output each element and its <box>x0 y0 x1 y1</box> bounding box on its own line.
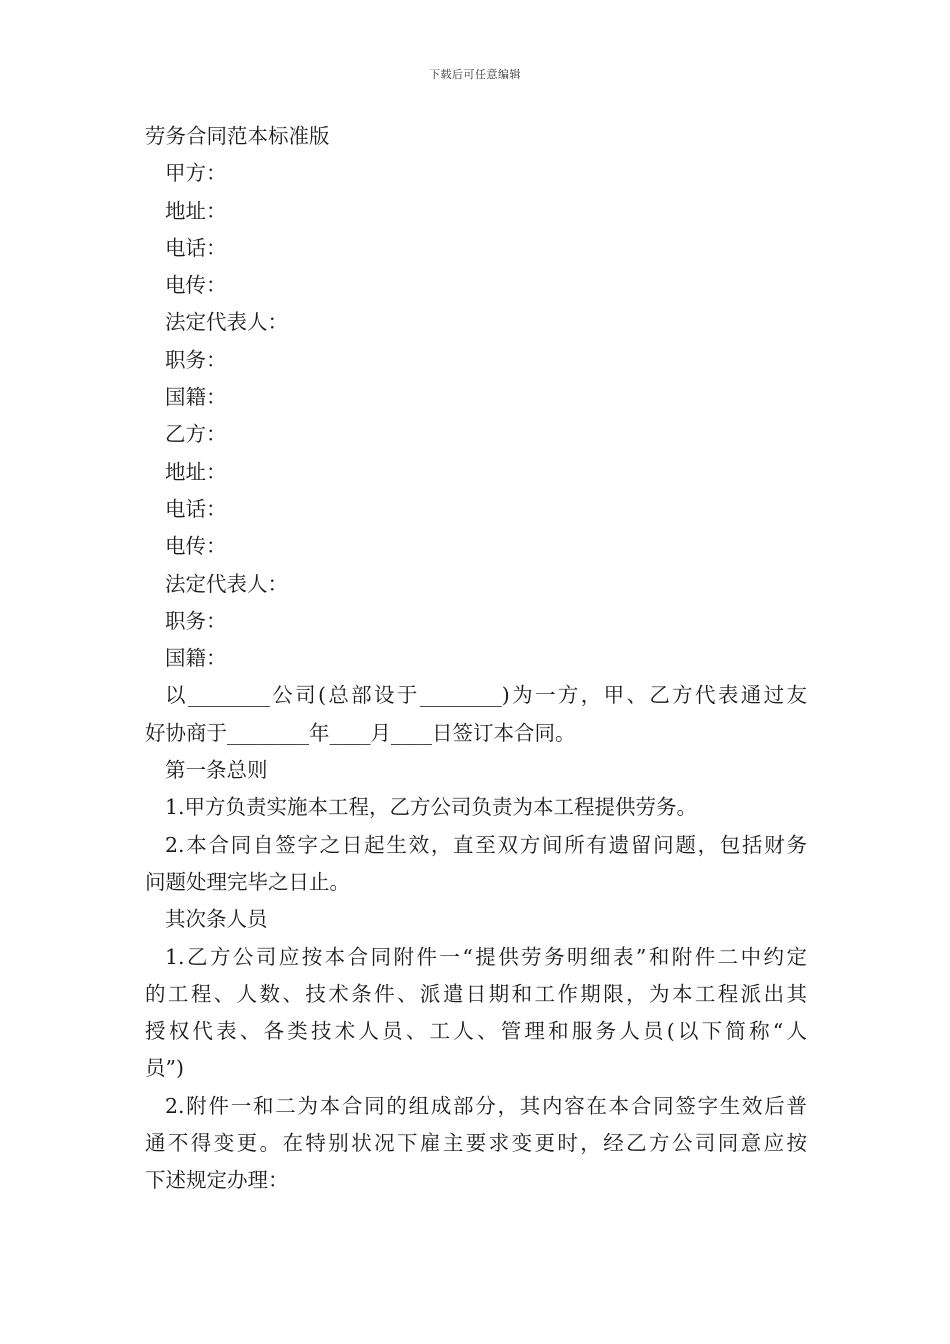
party-a-fax: 电传： <box>165 273 227 298</box>
party-a-position: 职务： <box>165 347 227 372</box>
article1-item2-line-1: 2.本合同自签字之日起生效，直至双方间所有遗留问题，包括财务 <box>165 832 807 857</box>
article2-item2-line-3: 下述规定办理： <box>145 1168 289 1193</box>
party-b-nationality: 国籍： <box>165 646 227 671</box>
article2-item2-line-2: 通不得变更。在特别状况下雇主要求变更时，经乙方公司同意应按 <box>145 1131 807 1156</box>
party-a-phone: 电话： <box>165 235 227 260</box>
party-a-representative: 法定代表人： <box>165 310 288 335</box>
party-b-phone: 电话： <box>165 496 227 521</box>
party-a-label: 甲方： <box>165 161 227 186</box>
article2-heading: 其次条人员 <box>165 907 268 932</box>
page-header: 下载后可任意编辑 <box>429 68 521 81</box>
document-body <box>145 118 807 1200</box>
article1-heading: 第一条总则 <box>165 758 268 783</box>
document-title: 劳务合同范本标准版 <box>145 124 330 148</box>
article2-item1-line-1: 1.乙方公司应按本合同附件一“提供劳务明细表”和附件二中约定 <box>165 944 807 969</box>
article2-item1-line-4: 员”) <box>145 1056 184 1081</box>
party-b-position: 职务： <box>165 608 227 633</box>
article1-item1: 1.甲方负责实施本工程，乙方公司负责为本工程提供劳务。 <box>165 795 698 820</box>
article2-item1-line-3: 授权代表、各类技术人员、工人、管理和服务人员(以下简称“人 <box>145 1019 807 1044</box>
party-b-address: 地址： <box>165 459 227 484</box>
party-a-nationality: 国籍： <box>165 385 227 410</box>
party-b-label: 乙方： <box>165 422 227 447</box>
article2-item1-line-2: 的工程、人数、技术条件、派遣日期和工作期限，为本工程派出其 <box>145 981 807 1006</box>
article1-item2-line-2: 问题处理完毕之日止。 <box>145 869 350 894</box>
party-b-fax: 电传： <box>165 534 227 559</box>
party-a-address: 地址： <box>165 198 227 223</box>
preamble-line-1: 以________公司(总部设于________)为一方，甲、乙方代表通过友 <box>165 683 807 708</box>
party-b-representative: 法定代表人： <box>165 571 288 596</box>
preamble-line-2: 好协商于________年____月____日签订本合同。 <box>145 720 576 745</box>
article2-item2-line-1: 2.附件一和二为本合同的组成部分，其内容在本合同签字生效后普 <box>165 1093 807 1118</box>
